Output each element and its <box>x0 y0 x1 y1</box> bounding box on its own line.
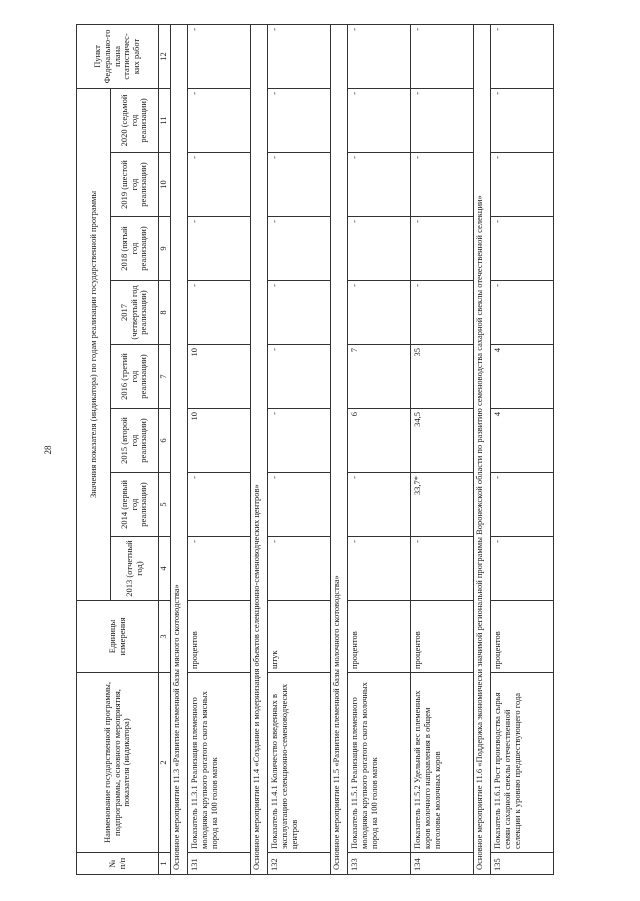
value-cell: - <box>268 153 331 217</box>
value-cell: - <box>268 473 331 537</box>
value-cell: - <box>411 88 474 152</box>
plan-cell: - <box>268 24 331 88</box>
value-cell: - <box>348 473 411 537</box>
value-cell: - <box>348 88 411 152</box>
plan-cell: - <box>188 24 251 88</box>
column-number: 12 <box>159 24 171 88</box>
value-cell: - <box>411 537 474 601</box>
header-year: 2013 (отчетный год) <box>111 537 159 601</box>
value-cell: - <box>348 281 411 345</box>
value-cell: - <box>411 281 474 345</box>
header-year: 2014 (первый год реализации) <box>111 473 159 537</box>
section-title: Основное мероприятие 11.3 «Развитие племенной базы мясного скотоводства» <box>171 24 188 874</box>
value-cell: - <box>411 217 474 281</box>
value-cell: - <box>188 281 251 345</box>
indicator-unit: процентов <box>188 601 251 673</box>
column-numbers-row <box>159 24 171 874</box>
table-row <box>411 24 474 874</box>
value-cell: - <box>491 217 554 281</box>
table-row <box>491 24 554 874</box>
row-number: 133 <box>348 853 411 875</box>
value-cell: - <box>491 537 554 601</box>
header-year: 2018 (пятый год реализации) <box>111 217 159 281</box>
value-cell: - <box>348 153 411 217</box>
value-cell: - <box>188 88 251 152</box>
value-cell: 35 <box>411 345 474 409</box>
column-number: 6 <box>159 409 171 473</box>
value-cell: 4 <box>491 409 554 473</box>
column-number: 1 <box>159 853 171 875</box>
indicator-unit: процентов <box>491 601 554 673</box>
value-cell: - <box>188 217 251 281</box>
table-row <box>348 24 411 874</box>
value-cell: 10 <box>188 409 251 473</box>
indicator-unit: процентов <box>348 601 411 673</box>
row-number: 134 <box>411 853 474 875</box>
header-year: 2017 (четвертый год реализации) <box>111 281 159 345</box>
value-cell: - <box>348 217 411 281</box>
value-cell: - <box>411 153 474 217</box>
value-cell: - <box>491 281 554 345</box>
value-cell: 7 <box>348 345 411 409</box>
value-cell: 10 <box>188 345 251 409</box>
row-number: 135 <box>491 853 554 875</box>
indicator-name: Показатель 11.5.1 Реализация племенного молодняка крупного рогатого скота молочных пород на 100 голов маток <box>348 673 411 853</box>
value-cell: - <box>188 537 251 601</box>
table-body <box>171 24 554 874</box>
indicator-name: Показатель 11.6.1 Рост производства сырья семян сахарной свеклы отечественной селекции к уровню предшествующего года <box>491 673 554 853</box>
column-number: 7 <box>159 345 171 409</box>
plan-cell: - <box>348 24 411 88</box>
indicator-name: Показатель 11.4.1 Количество введенных в эксплуатацию селекционно-семеноводческих центров <box>268 673 331 853</box>
value-cell: - <box>268 537 331 601</box>
header-year: 2020 (седьмой год реализации) <box>111 88 159 152</box>
indicator-table <box>76 24 554 875</box>
header-year: 2019 (шестой год реализации) <box>111 153 159 217</box>
header-plan: Пункт Федерально-го плана статистичес-ких работ <box>77 24 159 88</box>
value-cell: - <box>268 345 331 409</box>
value-cell: - <box>491 153 554 217</box>
plan-cell: - <box>411 24 474 88</box>
header-values-group: Значения показателя (индикатора) по годам реализации государственной программы <box>77 88 111 600</box>
header-year: 2016 (третий год реализации) <box>111 345 159 409</box>
header-unit: Единицы измерения <box>77 601 159 673</box>
column-number: 10 <box>159 153 171 217</box>
value-cell: - <box>268 217 331 281</box>
value-cell: 34,5 <box>411 409 474 473</box>
row-number: 132 <box>268 853 331 875</box>
value-cell: - <box>268 409 331 473</box>
column-number: 11 <box>159 88 171 152</box>
page-number: 28 <box>43 445 53 455</box>
plan-cell: - <box>491 24 554 88</box>
indicator-table-sheet <box>76 25 564 875</box>
value-cell: 4 <box>491 345 554 409</box>
section-title: Основное мероприятие 11.5 «Развитие племенной базы молочного скотоводства» <box>331 24 348 874</box>
value-cell: 33,7* <box>411 473 474 537</box>
indicator-unit: процентов <box>411 601 474 673</box>
indicator-name: Показатель 11.5.2 Удельный вес племенных коров молочного направления в общем поголовье молочных коров <box>411 673 474 853</box>
column-number: 3 <box>159 601 171 673</box>
value-cell: - <box>268 281 331 345</box>
column-number: 5 <box>159 473 171 537</box>
header-name: Наименование государственной программы, подпрограммы, основного мероприятия, показателя (индикатора) <box>77 673 159 853</box>
row-number: 131 <box>188 853 251 875</box>
value-cell: - <box>491 88 554 152</box>
column-number: 4 <box>159 537 171 601</box>
indicator-name: Показатель 11.3.1 Реализация племенного молодняка крупного рогатого скота мясных пород на 100 голов маток <box>188 673 251 853</box>
column-number: 2 <box>159 673 171 853</box>
table-row <box>268 24 331 874</box>
value-cell: - <box>188 473 251 537</box>
header-num: № п/п <box>77 853 159 875</box>
table-header <box>77 24 171 874</box>
value-cell: - <box>491 473 554 537</box>
section-title: Основное мероприятие 11.4 «Создание и модернизация объектов селекционно-семеноводческих центров» <box>251 24 268 874</box>
section-title: Основное мероприятие 11.6 «Поддержка экономически значимой региональной программы Воронежской области по развитию семеноводства сахарной свеклы отечественной селекции» <box>474 24 491 874</box>
indicator-unit: штук <box>268 601 331 673</box>
value-cell: - <box>188 153 251 217</box>
value-cell: - <box>348 537 411 601</box>
column-number: 8 <box>159 281 171 345</box>
header-year: 2015 (второй год реализации) <box>111 409 159 473</box>
value-cell: 6 <box>348 409 411 473</box>
column-number: 9 <box>159 217 171 281</box>
table-row <box>188 24 251 874</box>
value-cell: - <box>268 88 331 152</box>
